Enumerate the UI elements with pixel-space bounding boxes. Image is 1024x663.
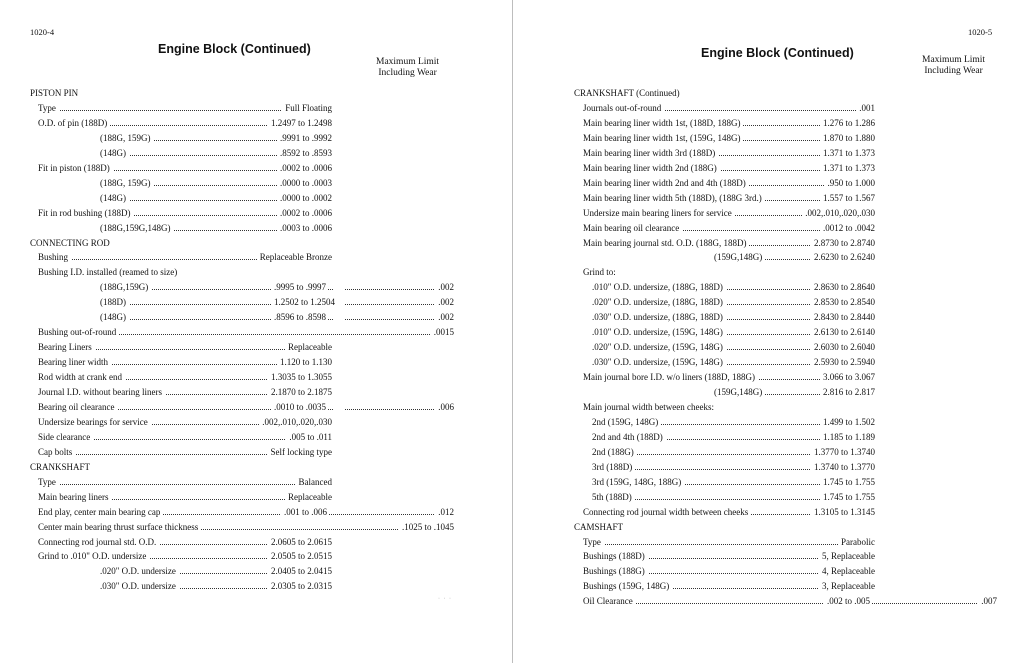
spec-label: Main bearing liners bbox=[38, 490, 111, 504]
spec-value: 2.8430 to 2.8440 bbox=[811, 310, 876, 324]
spec-label: (188G, 159G) bbox=[100, 176, 154, 190]
max-limit-header: Maximum Limit Including Wear bbox=[922, 55, 986, 76]
spec-value: 1.745 to 1.755 bbox=[820, 490, 876, 504]
spec-label: Main bearing liner width 3rd (188D) bbox=[583, 146, 718, 160]
spec-value: .0000 to .0002 bbox=[277, 191, 333, 205]
spec-value: 1.371 to 1.373 bbox=[820, 161, 876, 175]
spec-label: Type bbox=[583, 535, 604, 549]
spec-value: 4, Replaceable bbox=[819, 564, 876, 578]
section-heading-label: CONNECTING ROD bbox=[30, 236, 113, 250]
spec-label: Fit in piston (188D) bbox=[38, 161, 113, 175]
spec-value: 2.0505 to 2.0515 bbox=[268, 549, 333, 563]
spec-row bbox=[583, 535, 876, 549]
spec-label: Bushings (188G) bbox=[583, 564, 648, 578]
spec-row bbox=[592, 475, 876, 489]
spec-row bbox=[583, 221, 876, 235]
scan-smudge: · · · bbox=[438, 596, 452, 602]
spec-value: 1.870 to 1.880 bbox=[820, 131, 876, 145]
spec-label: Connecting rod journal width between cheeks bbox=[583, 505, 751, 519]
spec-row bbox=[583, 505, 876, 519]
spec-value: .001 to .006 bbox=[281, 505, 328, 519]
spec-label: Bushing I.D. installed (reamed to size) bbox=[38, 265, 180, 279]
spec-value: 5, Replaceable bbox=[819, 549, 876, 563]
spec-label: .030" O.D. undersize bbox=[100, 579, 179, 593]
spec-value: 2.0605 to 2.0615 bbox=[268, 535, 333, 549]
spec-row bbox=[583, 101, 876, 115]
spec-value: 2.0305 to 2.0315 bbox=[268, 579, 333, 593]
spec-label: Grind to: bbox=[583, 265, 619, 279]
spec-label: (188D) bbox=[100, 295, 129, 309]
spec-label: Type bbox=[38, 475, 59, 489]
spec-label: Side clearance bbox=[38, 430, 93, 444]
spec-row bbox=[100, 564, 333, 578]
spec-value: 2.0405 to 2.0415 bbox=[268, 564, 333, 578]
spec-row bbox=[714, 385, 876, 399]
spec-label: 5th (188D) bbox=[592, 490, 635, 504]
spec-row bbox=[583, 206, 876, 220]
spec-value: Parabolic bbox=[838, 535, 876, 549]
spec-row bbox=[100, 280, 454, 294]
spec-label: Bushings (188D) bbox=[583, 549, 648, 563]
spec-label: Journals out-of-round bbox=[583, 101, 664, 115]
spec-value: 1.3740 to 1.3770 bbox=[811, 460, 876, 474]
spec-value: 1.745 to 1.755 bbox=[820, 475, 876, 489]
spec-label: Main journal bore I.D. w/o liners (188D, 188G) bbox=[583, 370, 758, 384]
spec-label: (148G) bbox=[100, 310, 129, 324]
spec-label: 3rd (188D) bbox=[592, 460, 635, 474]
spec-value: 2.6130 to 2.6140 bbox=[811, 325, 876, 339]
page-number: 1020-5 bbox=[968, 27, 993, 37]
spec-row bbox=[100, 310, 454, 324]
spec-label: .030" O.D. undersize, (188G, 188D) bbox=[592, 310, 726, 324]
section-heading-label: CAMSHAFT bbox=[574, 520, 626, 534]
spec-row bbox=[583, 549, 876, 563]
spec-label: Main bearing journal std. O.D. (188G, 188D) bbox=[583, 236, 749, 250]
spec-label: 2nd (159G, 148G) bbox=[592, 415, 661, 429]
spec-row bbox=[583, 191, 876, 205]
spec-row bbox=[38, 265, 333, 279]
spec-value: .8596 to .8598 bbox=[271, 310, 327, 324]
spec-value: 1.2497 to 1.2498 bbox=[268, 116, 333, 130]
spec-value: 1.276 to 1.286 bbox=[820, 116, 876, 130]
spec-row bbox=[583, 265, 876, 279]
spec-label: .020" O.D. undersize bbox=[100, 564, 179, 578]
spec-value: .005 to .011 bbox=[286, 430, 333, 444]
spec-row bbox=[583, 176, 876, 190]
spec-row bbox=[100, 191, 333, 205]
spec-label: Connecting rod journal std. O.D. bbox=[38, 535, 159, 549]
spec-value: 2.816 to 2.817 bbox=[820, 385, 876, 399]
page-number: 1020-4 bbox=[30, 27, 55, 37]
spec-row bbox=[38, 505, 454, 519]
section-heading-label: PISTON PIN bbox=[30, 86, 81, 100]
spec-row bbox=[583, 131, 876, 145]
spec-row bbox=[583, 370, 876, 384]
spec-row bbox=[592, 340, 876, 354]
section-heading bbox=[30, 86, 333, 100]
spec-row bbox=[592, 490, 876, 504]
spec-label: Bearing liner width bbox=[38, 355, 111, 369]
spec-value: 1.120 to 1.130 bbox=[277, 355, 333, 369]
spec-row bbox=[583, 594, 997, 608]
spec-value: 1.3105 to 1.3145 bbox=[811, 505, 876, 519]
spec-row bbox=[592, 295, 876, 309]
spec-label: Grind to .010" O.D. undersize bbox=[38, 549, 149, 563]
spec-row bbox=[583, 116, 876, 130]
spec-row bbox=[583, 236, 876, 250]
spec-label: Main bearing liner width 1st, (188D, 188G) bbox=[583, 116, 743, 130]
spec-label: .020" O.D. undersize, (188G, 188D) bbox=[592, 295, 726, 309]
spec-value: 2.8730 to 2.8740 bbox=[811, 236, 876, 250]
spec-label: Main bearing liner width 5th (188D), (188G 3rd.) bbox=[583, 191, 765, 205]
section-heading bbox=[30, 460, 333, 474]
spec-value: 3, Replaceable bbox=[819, 579, 876, 593]
spec-row bbox=[38, 430, 333, 444]
spec-row bbox=[592, 280, 876, 294]
spec-row bbox=[38, 161, 333, 175]
spec-row bbox=[100, 295, 454, 309]
spec-label: 2nd and 4th (188D) bbox=[592, 430, 666, 444]
spec-label: (188G,159G,148G) bbox=[100, 221, 174, 235]
spec-label: Cap bolts bbox=[38, 445, 75, 459]
spec-value: 1.185 to 1.189 bbox=[820, 430, 876, 444]
spec-row bbox=[583, 146, 876, 160]
spec-row bbox=[38, 549, 333, 563]
max-wear-value: .002 bbox=[435, 310, 454, 324]
spec-label: 3rd (159G, 148G, 188G) bbox=[592, 475, 684, 489]
spec-value: 2.1870 to 2.1875 bbox=[268, 385, 333, 399]
spec-label: Bearing Liners bbox=[38, 340, 95, 354]
spec-label: Undersize bearings for service bbox=[38, 415, 151, 429]
spec-value: .9991 to .9992 bbox=[277, 131, 333, 145]
spec-value: 2.6230 to 2.6240 bbox=[811, 250, 876, 264]
spec-label: Rod width at crank end bbox=[38, 370, 125, 384]
spec-row bbox=[592, 310, 876, 324]
max-wear-value: .012 bbox=[435, 505, 454, 519]
spec-row bbox=[38, 385, 333, 399]
spec-label: Undersize main bearing liners for service bbox=[583, 206, 735, 220]
spec-value: 1.3770 to 1.3740 bbox=[811, 445, 876, 459]
spec-value: .0003 to .0006 bbox=[277, 221, 333, 235]
spec-label: Bearing oil clearance bbox=[38, 400, 117, 414]
spec-label: .030" O.D. undersize, (159G, 148G) bbox=[592, 355, 726, 369]
spec-value: .950 to 1.000 bbox=[824, 176, 876, 190]
spec-label: Type bbox=[38, 101, 59, 115]
max-wear-value: .006 bbox=[435, 400, 454, 414]
spec-label: (148G) bbox=[100, 146, 129, 160]
spec-value: Self locking type bbox=[268, 445, 334, 459]
spec-value: .0010 to .0035 bbox=[271, 400, 327, 414]
spec-label: (188G, 159G) bbox=[100, 131, 154, 145]
spec-value: .0012 to .0042 bbox=[820, 221, 876, 235]
spec-row bbox=[583, 161, 876, 175]
spec-label: (159G,148G) bbox=[714, 250, 765, 264]
section-heading-label: CRANKSHAFT (Continued) bbox=[574, 86, 683, 100]
spec-label: (148G) bbox=[100, 191, 129, 205]
spec-row bbox=[38, 206, 333, 220]
spec-value: .002,.010,.020,.030 bbox=[802, 206, 876, 220]
spec-label: Bushing bbox=[38, 250, 71, 264]
spec-value: 1.557 to 1.567 bbox=[820, 191, 876, 205]
spec-value: Balanced bbox=[296, 475, 333, 489]
spec-row bbox=[38, 355, 333, 369]
spec-row bbox=[583, 579, 876, 593]
spec-label: End play, center main bearing cap bbox=[38, 505, 163, 519]
spec-value: 3.066 to 3.067 bbox=[820, 370, 876, 384]
spec-row bbox=[38, 101, 333, 115]
spec-row bbox=[592, 325, 876, 339]
spec-label: (188G,159G) bbox=[100, 280, 151, 294]
spec-label: 2nd (188G) bbox=[592, 445, 637, 459]
section-heading-label: CRANKSHAFT bbox=[30, 460, 93, 474]
max-wear-value: .0015 bbox=[431, 325, 454, 339]
spec-row bbox=[38, 340, 333, 354]
spec-label: Main bearing liner width 1st, (159G, 148G) bbox=[583, 131, 743, 145]
spec-row bbox=[592, 355, 876, 369]
spec-row bbox=[38, 400, 454, 414]
spec-label: Journal I.D. without bearing liners bbox=[38, 385, 165, 399]
spec-row bbox=[100, 221, 333, 235]
spec-label: .010" O.D. undersize, (188G, 188D) bbox=[592, 280, 726, 294]
spec-label: Center main bearing thrust surface thickness bbox=[38, 520, 201, 534]
spec-value: 1.3035 to 1.3055 bbox=[268, 370, 333, 384]
page-title: Engine Block (Continued) bbox=[701, 46, 854, 60]
dot-leader bbox=[583, 594, 997, 604]
right-page bbox=[513, 0, 1024, 663]
spec-row bbox=[714, 250, 876, 264]
spec-value: 2.8630 to 2.8640 bbox=[811, 280, 876, 294]
spec-row bbox=[583, 564, 876, 578]
spec-value: 1.371 to 1.373 bbox=[820, 146, 876, 160]
dot-leader bbox=[38, 475, 333, 485]
spec-label: Main bearing liner width 2nd (188G) bbox=[583, 161, 720, 175]
spec-row bbox=[100, 146, 333, 160]
section-heading bbox=[574, 520, 876, 534]
max-limit-header: Maximum Limit Including Wear bbox=[376, 57, 440, 78]
spec-row bbox=[38, 415, 333, 429]
spec-label: Bushing out-of-round bbox=[38, 325, 119, 339]
spec-row bbox=[592, 415, 876, 429]
spec-row bbox=[38, 520, 454, 534]
spec-label: O.D. of pin (188D) bbox=[38, 116, 110, 130]
spec-label: Fit in rod bushing (188D) bbox=[38, 206, 134, 220]
spec-row bbox=[100, 176, 333, 190]
spec-value: .0002 to .0006 bbox=[277, 206, 333, 220]
max-wear-value: .002 bbox=[435, 280, 454, 294]
spec-label: Oil Clearance bbox=[583, 594, 636, 608]
spec-row bbox=[38, 250, 333, 264]
page-title: Engine Block (Continued) bbox=[158, 42, 311, 56]
spec-value: .001 bbox=[856, 101, 876, 115]
spec-label: (159G,148G) bbox=[714, 385, 765, 399]
spec-value: .002 to .005 bbox=[824, 594, 871, 608]
spec-row bbox=[583, 400, 876, 414]
spec-value: Replaceable Bronze bbox=[257, 250, 333, 264]
spec-row bbox=[38, 370, 333, 384]
spec-row bbox=[100, 579, 333, 593]
spec-row bbox=[38, 116, 333, 130]
spec-value: .8592 to .8593 bbox=[277, 146, 333, 160]
spec-value: .9995 to .9997 bbox=[271, 280, 327, 294]
spec-value: .0000 to .0003 bbox=[277, 176, 333, 190]
spec-row bbox=[592, 445, 876, 459]
spec-value: Replaceable bbox=[285, 340, 333, 354]
spec-value: 1.499 to 1.502 bbox=[820, 415, 876, 429]
spec-value: .0002 to .0006 bbox=[277, 161, 333, 175]
section-heading bbox=[30, 236, 333, 250]
spec-row bbox=[38, 475, 333, 489]
spec-label: Main bearing liner width 2nd and 4th (188D) bbox=[583, 176, 749, 190]
spec-row bbox=[100, 131, 333, 145]
spec-row bbox=[38, 490, 333, 504]
spec-value: Replaceable bbox=[285, 490, 333, 504]
spec-value: 2.5930 to 2.5940 bbox=[811, 355, 876, 369]
max-wear-value: .1025 to .1045 bbox=[399, 520, 454, 534]
spec-value: 2.6030 to 2.6040 bbox=[811, 340, 876, 354]
spec-label: .020" O.D. undersize, (159G, 148G) bbox=[592, 340, 726, 354]
spec-label: .010" O.D. undersize, (159G, 148G) bbox=[592, 325, 726, 339]
max-wear-value: .007 bbox=[978, 594, 997, 608]
spec-row bbox=[592, 430, 876, 444]
dot-leader bbox=[583, 535, 876, 545]
spec-label: Bushings (159G, 148G) bbox=[583, 579, 672, 593]
spec-value: 2.8530 to 2.8540 bbox=[811, 295, 876, 309]
max-wear-value: .002 bbox=[435, 295, 454, 309]
spec-label: Main journal width between cheeks: bbox=[583, 400, 717, 414]
spec-value: .002,.010,.020,.030 bbox=[259, 415, 333, 429]
spec-row bbox=[592, 460, 876, 474]
section-heading bbox=[574, 86, 876, 100]
spec-label: Main bearing oil clearance bbox=[583, 221, 682, 235]
spec-row bbox=[38, 325, 454, 339]
spec-row bbox=[38, 535, 333, 549]
spec-value: Full Floating bbox=[282, 101, 333, 115]
spec-value: 1.2502 to 1.2504 bbox=[271, 295, 336, 309]
spec-row bbox=[38, 445, 333, 459]
